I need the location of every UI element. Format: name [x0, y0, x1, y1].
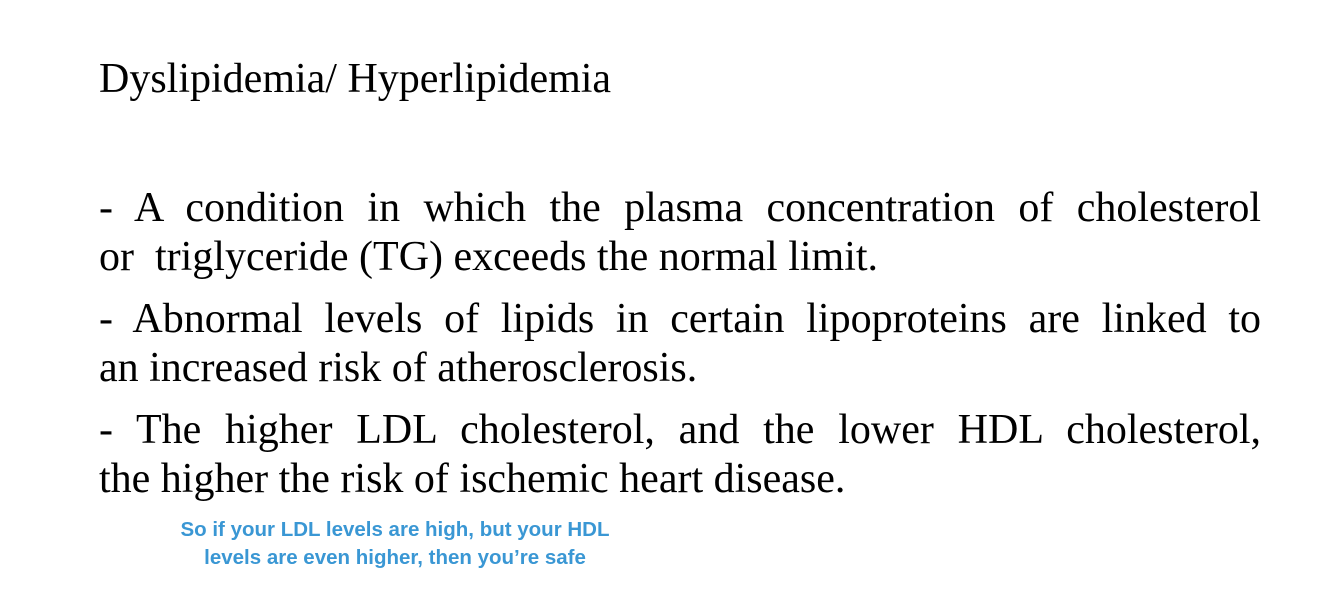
bullet-item	[99, 184, 1261, 282]
bullet-line: or triglyceride (TG) exceeds the normal limit.	[99, 234, 879, 280]
bullet-line: - A condition in which the plasma concentration of cholesterol	[99, 185, 1261, 231]
bullet-item	[99, 406, 1261, 504]
annotation-line: levels are even higher, then you’re safe	[204, 546, 586, 569]
bullet-list	[99, 184, 1261, 517]
bullet-line: - Abnormal levels of lipids in certain lipoproteins are linked to	[99, 296, 1261, 342]
annotation-line: So if your LDL levels are high, but your HDL	[180, 518, 610, 541]
bullet-line: - The higher LDL cholesterol, and the lower HDL cholesterol,	[99, 407, 1261, 453]
slide-title: Dyslipidemia/ Hyperlipidemia	[99, 56, 612, 102]
bullet-line: the higher the risk of ischemic heart disease.	[99, 456, 846, 502]
annotation-note	[150, 516, 640, 572]
bullet-item	[99, 295, 1261, 393]
bullet-line: an increased risk of atherosclerosis.	[99, 345, 698, 391]
